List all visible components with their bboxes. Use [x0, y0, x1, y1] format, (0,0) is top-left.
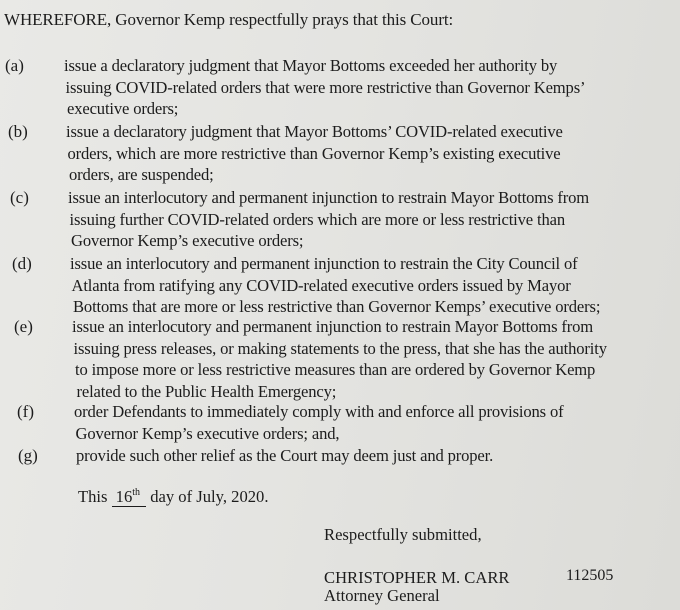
- paragraph-marker: (e): [14, 317, 33, 336]
- paragraph-line: Bottoms that are more or less restrictive than Governor Kemps’ executive orders;: [73, 297, 601, 316]
- paragraph-marker: (d): [12, 254, 32, 273]
- paragraph-line: issuing COVID-related orders that were more restrictive than Governor Kemps’: [65, 77, 586, 97]
- paragraph-text: [70, 253, 600, 318]
- paragraph-line: order Defendants to immediately comply with and enforce all provisions of: [74, 402, 564, 421]
- date-suffix: day of July, 2020.: [150, 487, 269, 506]
- signature-bar-number: 112505: [566, 567, 614, 584]
- paragraph-marker: (g): [18, 446, 38, 465]
- paragraph-text: [72, 316, 607, 402]
- paragraph-line: issuing press releases, or making statements to the press, that she has the authority: [73, 338, 607, 358]
- paragraph-line: orders, which are more restrictive than Governor Kemp’s existing executive: [67, 143, 561, 163]
- paragraph-marker: (f): [17, 402, 34, 421]
- paragraph-text: [76, 445, 493, 467]
- signature-name: CHRISTOPHER M. CARR: [324, 568, 510, 587]
- date-day: 16: [115, 487, 133, 506]
- date-prefix: This: [78, 487, 108, 506]
- paragraph-line: related to the Public Health Emergency;: [76, 381, 337, 401]
- prayer-intro: WHEREFORE, Governor Kemp respectfully prays that this Court:: [4, 10, 454, 29]
- paragraph-line: Governor Kemp’s executive orders; and,: [75, 423, 340, 443]
- paragraph-line: Atlanta from ratifying any COVID-related executive orders issued by Mayor: [71, 275, 571, 295]
- paragraph-line: issuing further COVID-related orders which are more or less restrictive than: [69, 209, 565, 229]
- date-day-suffix: th: [132, 487, 141, 498]
- paragraph-line: issue an interlocutory and permanent injunction to restrain the City Council of: [70, 254, 578, 273]
- paragraph-text: [66, 121, 563, 186]
- paragraph-text: [68, 187, 589, 252]
- paragraph-line: executive orders;: [67, 99, 179, 118]
- signature-submitted: Respectfully submitted,: [324, 525, 482, 544]
- paragraph-marker: (a): [5, 56, 24, 75]
- paragraph-line: to impose more or less restrictive measures than are ordered by Governor Kemp: [75, 360, 596, 379]
- paragraph-line: Governor Kemp’s executive orders;: [71, 231, 304, 250]
- paragraph-text: [74, 401, 564, 444]
- paragraph-marker: (b): [8, 122, 28, 141]
- paragraph-line: issue an interlocutory and permanent injunction to restrain Mayor Bottoms from: [72, 317, 594, 336]
- paragraph-line: issue an interlocutory and permanent injunction to restrain Mayor Bottoms from: [68, 188, 590, 207]
- date-day-blank: [112, 488, 146, 507]
- paragraph-line: provide such other relief as the Court may deem just and proper.: [76, 446, 494, 465]
- paragraph-marker: (c): [10, 188, 29, 207]
- paragraph-line: issue a declaratory judgment that Mayor Bottoms’ COVID-related executive: [66, 122, 563, 141]
- paragraph-line: issue a declaratory judgment that Mayor Bottoms exceeded her authority by: [64, 56, 558, 75]
- date-line: [78, 486, 269, 507]
- paragraph-line: orders, are suspended;: [69, 165, 214, 184]
- signature-title: Attorney General: [324, 586, 440, 605]
- paragraph-text: [64, 55, 585, 120]
